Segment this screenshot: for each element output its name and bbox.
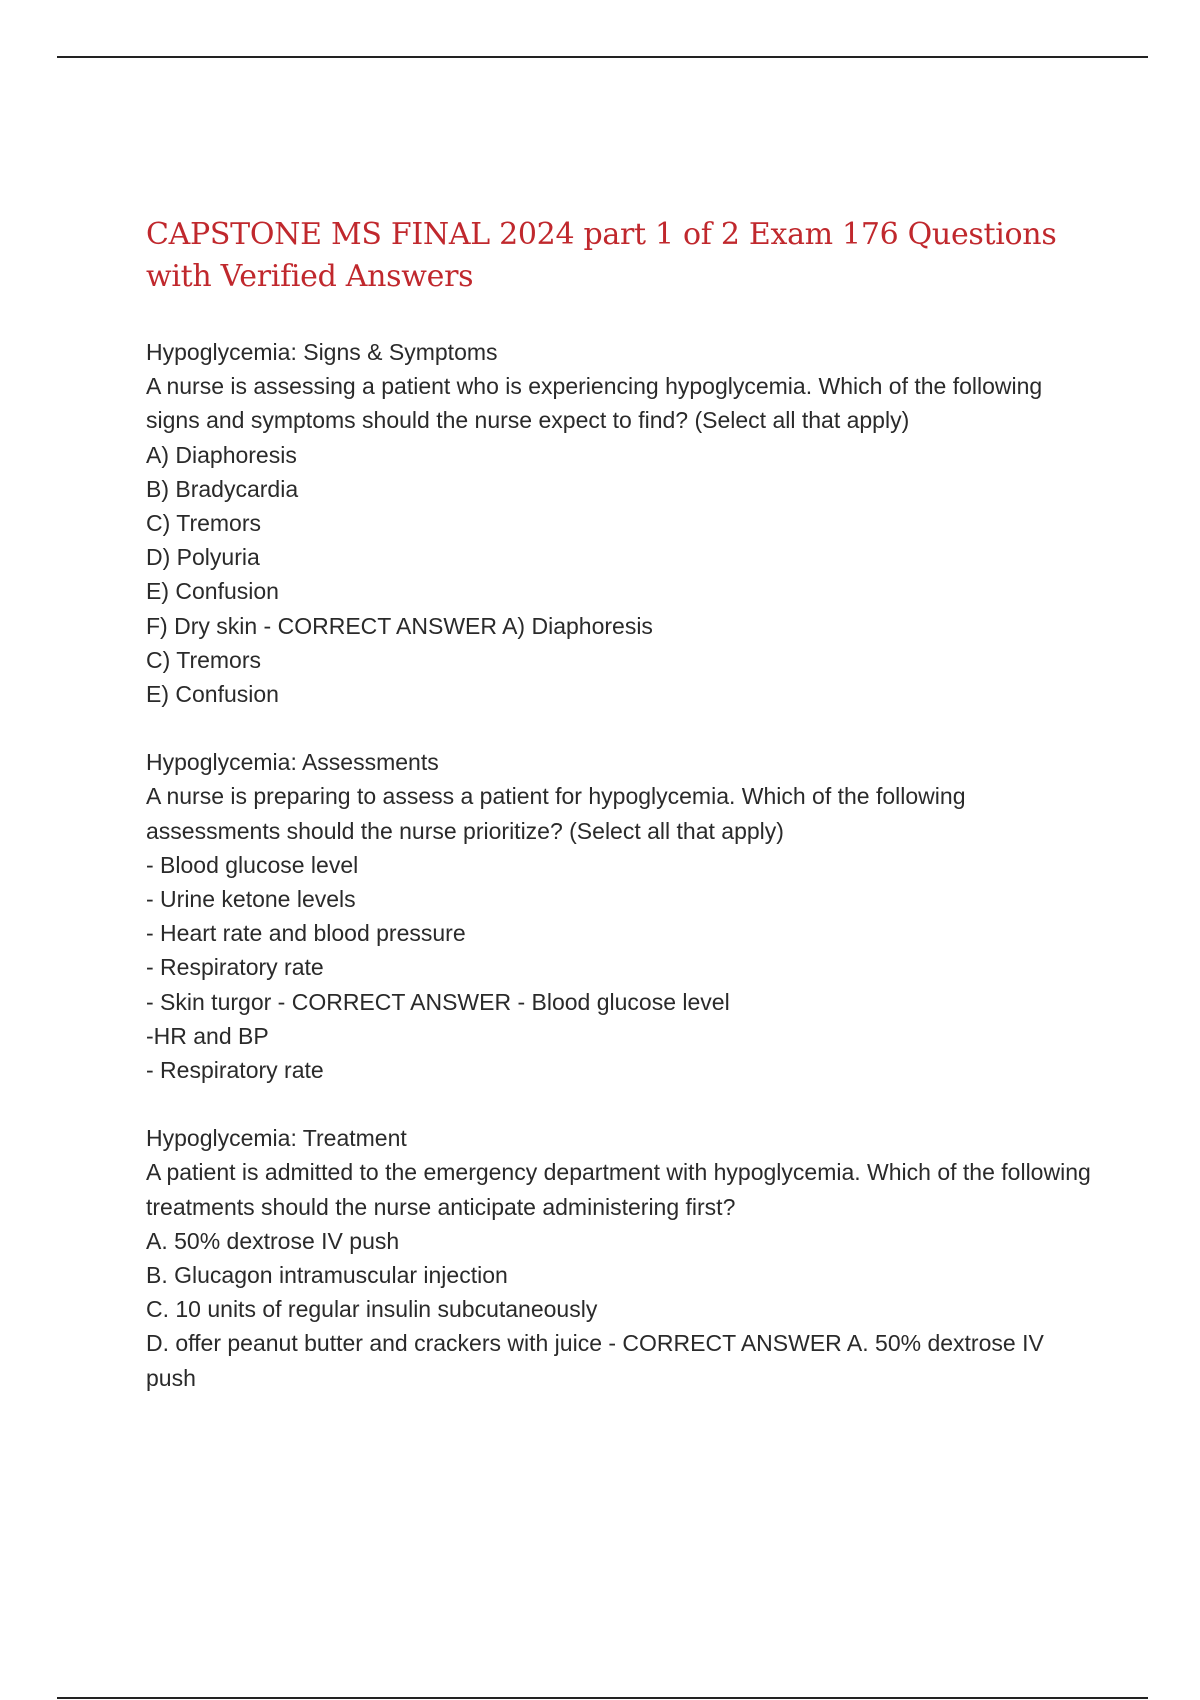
answer-line: D. offer peanut butter and crackers with juice - CORRECT ANSWER A. 50% dextrose IV push — [146, 1330, 1051, 1391]
footer-rule — [57, 1697, 1148, 1699]
question-block-assessments — [146, 745, 1096, 1087]
question-heading: Hypoglycemia: Assessments — [146, 749, 439, 776]
answer-line: E) Confusion — [146, 681, 279, 708]
question-block-treatment — [146, 1121, 1096, 1395]
question-text: A nurse is assessing a patient who is experiencing hypoglycemia. Which of the following signs and symptoms should the nurse expect to find? (Select all that apply) — [146, 373, 1049, 434]
option-line: B. Glucagon intramuscular injection — [146, 1262, 508, 1289]
option-line: - Blood glucose level — [146, 851, 359, 878]
question-text: A nurse is preparing to assess a patient for hypoglycemia. Which of the following assessments should the nurse prioritize? (Select all that apply) — [146, 783, 972, 844]
answer-line: C) Tremors — [146, 646, 261, 673]
option-line: - Heart rate and blood pressure — [146, 920, 466, 947]
answer-line: - Respiratory rate — [146, 1057, 324, 1084]
header-rule — [57, 56, 1148, 58]
option-line: D) Polyuria — [146, 544, 260, 571]
option-line: - Respiratory rate — [146, 954, 324, 981]
document-title: CAPSTONE MS FINAL 2024 part 1 of 2 Exam 176 Questions with Verified Answers — [146, 217, 1057, 294]
question-block-signs-symptoms — [146, 335, 1096, 711]
question-heading: Hypoglycemia: Signs & Symptoms — [146, 339, 498, 365]
option-line: A) Diaphoresis — [146, 441, 297, 468]
document-body — [146, 335, 1096, 1429]
option-line: B) Bradycardia — [146, 475, 299, 502]
answer-line: - Skin turgor - CORRECT ANSWER - Blood glucose level — [146, 988, 730, 1015]
option-line: C) Tremors — [146, 510, 261, 537]
answer-line: -HR and BP — [146, 1022, 269, 1049]
question-heading: Hypoglycemia: Treatment — [146, 1125, 407, 1152]
question-text: A patient is admitted to the emergency department with hypoglycemia. Which of the following treatments should the nurse anticipate administering first? — [146, 1159, 1098, 1220]
answer-line: F) Dry skin - CORRECT ANSWER A) Diaphoresis — [146, 612, 653, 639]
option-line: C. 10 units of regular insulin subcutaneously — [146, 1296, 598, 1323]
option-line: E) Confusion — [146, 578, 279, 605]
option-line: - Urine ketone levels — [146, 886, 356, 913]
option-line: A. 50% dextrose IV push — [146, 1227, 400, 1254]
